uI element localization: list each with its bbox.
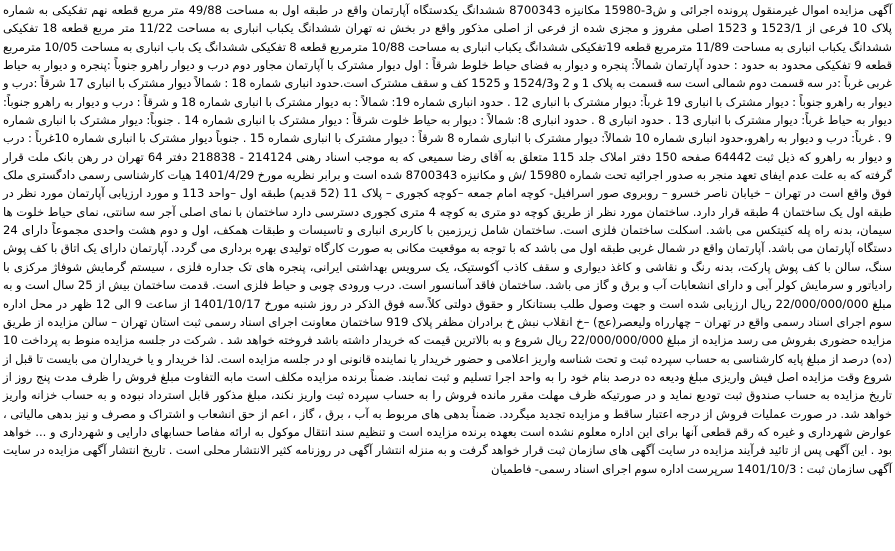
- auction-notice-text: آگهی مزایده اموال غیرمنقول پرونده اجرائی و ش3-15980 مکانیزه 8700343 ششدانگ یکدستگاه آپارتمان واقع در طبقه اول به مساحت 49/88 متر مربع قطعه نهم تفکیکی به شماره پلاک 10 فرعی از 1523/1 و 1523 اصلی مفروز و مجزی شده از فرعی از اصلی مذکور واقع در بخش نه تهران ششدانگ یکباب انباری به مساحت 11/22 متر مربع قطعه 18 تفکیکی ششدانگ یکباب انباری به مساحت 11/89 مترمربع قطعه 19تفکیکی ششدانگ یکباب انباری به مساحت 10/88 مترمربع قطعه 8 تفکیکی ششدانگ یک باب انباری به مساحت 10/05 مترمربع قطعه 9 تفکیکی محدود به حدود : حدود آپارتمان شمالاً: پنجره و دیوار به فضای حیاط خلوط شرقاً : اول دیوار مشترک با آپارتمان مجاور دوم درب و دیوار راهرو جنوباً :پنجره و دیوار به حیاط غربی غرباً :در سه قسمت دوم شمالی است سه قسمت به پلاک 1 و 2 و1524/3 و 1525 کف و سقف مشترک است.حدود انباری شماره 18 : شمالاً دیوار مشترک با انباری 17 شرقاً :درب و دیوار به راهرو جنوباً : دیوار مشترک با انباری 19 غرباً: دیوار مشترک با انباری 12 . حدود انباری شماره 19: شمالاً : به دیوار مشترک با انباری شماره 18 و شرقاً : درب و دیوار به راهرو جنوباً: دیوار به حیاط غرباً: دیوار مشترک با انباری 13 . حدود انباری 8 . حدود انباری 8: شمالاً : دیوار به حیاط خلوت شرقاً : دیوار مشترک با انباری شماره 14 . جنوباً: دیوار مشترک با انباری شماره 9 . غرباً: درب و دیوار به راهرو،حدود انباری شماره 10 شمالاً: دیوار مشترک با انباری شماره 8 شرقاً : دیوار مشترک با انباری شماره 15 . جنوباً دیوار مشترک با انباری شماره 10غرباً : درب و دیوار به راهرو که ذیل ثبت 64442 صفحه 150 دفتر املاک جلد 115 متعلق به آقای رضا سمیعی که به موجب اسناد رهنی 214124 - 218838 دفتر 64 تهران در رهن بانک ملت قرار گرفته که به علت عدم ایفای تعهد منجر به صدور اجرائیه تحت شماره 15980 /ش و مکانیزه 8700343 شده است و برابر نظریه مورخ 1401/4/29 هیات کارشناسی رسمی دادگستری ملک فوق واقع است در تهران – خیابان ناصر خسرو – روبروی صور اسرافیل- کوچه امام جمعه –کوچه کجوری – پلاک 11 (52 قدیم) طبقه اول –واحد 113 و مورد ارزیابی آپارتمان مورد نظر در طبقه اول یک ساختمان 4 طبقه قرار دارد. ساختمان مورد نظر از طریق کوچه دو متری به کوچه 4 متری کجوری دسترسی دارد ساختمان با نمای اصلی آجر سه سانتی، نمای حیاط خلوت ها سیمان، بدنه راه پله کنیتکس می باشد. اسکلت ساختمان فلزی است. ساختمان شامل زیرزمین با کاربری انباری و تاسیسات و طبقات همکف، اول و دوم هشت واحدی مجموعاً دارای 24 دستگاه آپارتمان می باشد. آپارتمان واقع در شمال غربی طبقه اول می باشد که با توجه به موقعیت مکانی به صورت کارگاه تولیدی بهره برداری می گردد. آپارتمان دارای یک اتاق با کف پوش سنگ، سالن با کف پوش پارکت، بدنه رنگ و نقاشی و کاغذ دیواری و سقف کاذب آکوستیک، یک سرویس بهداشتی ایرانی، پنجره های تک جداره فلزی ، سیستم گرمایش شوفاژ مرکزی با رادیاتور و سرمایش کولر آبی و دارای انشعابات آب و برق و گاز می باشد. ساختمان فاقد آسانسور است. درب ورودی چوبی و حیاط فلزی است. قدمت ساختمان بیش از 25 سال است و به مبلغ 22/000/000/000 ریال ارزیابی شده است و جهت وصول طلب بستانکار و حقوق دولتی کلاً.سه فوق الذکر در روز شنبه مورخ 1401/10/17 از ساعت 9 الی 12 ظهر در محل اداره سوم اجرای اسناد رسمی واقع در تهران – چهارراه ولیعصر(عج) –خ انقلاب نبش خ برادران مظفر پلاک 919 ساختمان معاونت اجرای اسناد رسمی ثبت استان تهران – سالن مزایده از طریق مزایده حضوری بفروش می رسد مزایده از مبلغ 22/000/000/000 ریال شروع و به بالاترین قیمت که خریدار داشته باشد فروخته خواهد شد . شرکت در جلسه مزایده منوط به پرداخت 10 (ده) درصد از مبلغ پایه کارشناسی به حساب سپرده ثبت و تحت شناسه واریز اعلامی و حضور خریدار یا نماینده قانونی او در جلسه مزایده است. لذا خریدار و یا خریداران می بایست تا قبل از شروع وقت مزایده اصل فیش واریزی مبلغ ودیعه ده درصد بنام خود را به واحد اجرا تسلیم و ثبت نمایند. ضمناً برنده مزایده مکلف است مابه التفاوت مبلغ فروش را ظرف مدت پنج روز از تاریخ مزایده به حساب صندوق ثبت تودیع نماید و در صورتیکه ظرف مهلت مقرر مانده فروش را به حساب سپرده ثبت واریز نکند، مبلغ مذکور قابل استرداد نبوده و به حساب خزانه واریز خواهد شد. در صورت عملیات فروش از درجه اعتبار ساقط و مزایده تجدید میگردد. ضمناً بدهی های مربوط به آب ، برق ، گاز ، اعم از حق انشعاب و اشتراک و مصرف و نیز بدهی مالیاتی ، عوارض شهرداری و غیره که رقم قطعی آنها برای این اداره معلوم نشده است بعهده برنده مزایده است و تنظیم سند انتقال موکول به ارائه مفاصا حسابهای دارایی و شهرداری و ... خواهد بود . این آگهی پس از تائید فرآیند مزایده در سایت آگهی های سازمان ثبت قرار خواهد گرفت و به منزله انتشار آگهی در روزنامه کثیر الانتشار محلی است . تاریخ انتشار آگهی مزایده در سایت آگهی سازمان ثبت : 1401/10/3 سرپرست اداره سوم اجرای اسناد رسمی- فاطمیان: [3, 3, 893, 476]
